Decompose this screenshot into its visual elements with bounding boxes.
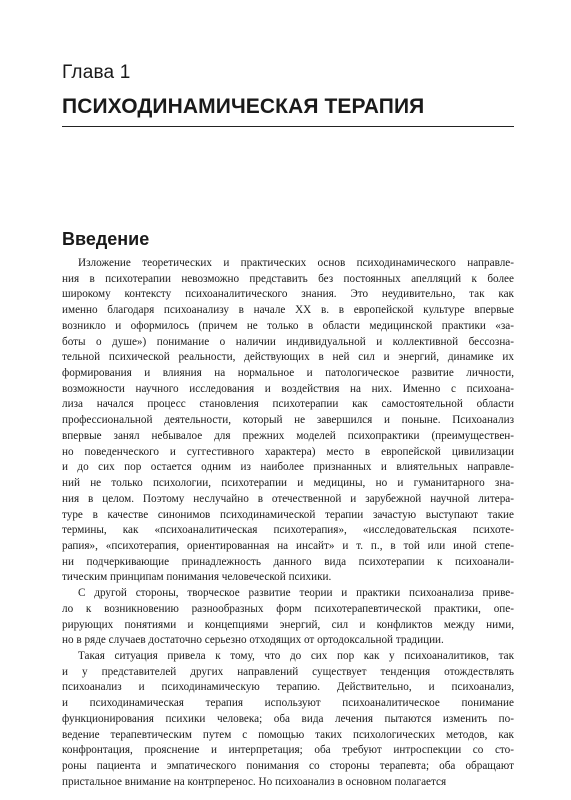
chapter-title-rule	[62, 126, 514, 127]
text-line: но в ряде случаев достаточно серьезно отходящих от ортодоксальной традиции.	[62, 634, 444, 647]
text-line: тельной психической реальности, действующих в ней сил и энергий, динамике их	[62, 351, 514, 364]
text-line: широкому контексту психоаналитического знания. Это неудивительно, так как	[62, 288, 514, 301]
body-text	[62, 256, 514, 790]
text-line: ния в психотерапии невозможно представить без постоянных апелляций к более	[62, 272, 514, 285]
text-line: туре в качестве синонимов психодинамической терапии зачастую выступают такие	[62, 508, 514, 521]
text-line: ло к возникновению разнообразных форм психотерапевтической практики, опе-	[62, 602, 514, 615]
text-line: ведение терапевтическим путем с помощью таких психологических методов, как	[62, 728, 514, 741]
text-line: рирующих понятиями и концепциями энергий, сил и конфликтов между ними,	[62, 618, 514, 631]
text-line: именно благодаря психоанализу в начале XX в. в европейской культуре впервые	[62, 304, 514, 317]
paragraph	[62, 649, 514, 790]
text-line: Изложение теоретических и практических основ психодинамического направле-	[78, 257, 514, 269]
chapter-title: ПСИХОДИНАМИЧЕСКАЯ ТЕРАПИЯ	[62, 95, 425, 118]
text-line: рапия», «психотерапия, ориентированная на инсайт» и т. п., в той или иной степе-	[62, 539, 514, 552]
text-line: впервые занял небывалое для прежних моделей психопрактики (преимуществен-	[62, 429, 514, 442]
text-line: ния в целом. Поэтому неслучайно в отечественной и зарубежной научной литера-	[62, 492, 514, 505]
paragraph	[62, 586, 514, 649]
text-line: и у представителей других направлений существует тенденция отождествлять	[62, 665, 514, 678]
text-line: профессиональной деятельности, который не завершился и поныне. Психоанализ	[62, 414, 514, 427]
text-line: пристальное внимание на контрперенос. Но психоанализ в основном полагается	[62, 775, 447, 788]
text-line: формирования и влияния на нормальное и патологическое развитие личности,	[62, 367, 514, 380]
chapter-label: Глава 1	[62, 62, 131, 83]
text-line: роны пациента и эмпатического понимания со стороны терапевта; оба обращают	[62, 760, 514, 772]
text-line: и психодинамическая терапия используют психоаналитическое понимание	[62, 697, 514, 710]
text-line: Такая ситуация привела к тому, что до сих пор как у психоаналитиков, так	[78, 649, 514, 662]
text-line: лиза начался процесс становления психотерапии как самостоятельной области	[62, 398, 514, 411]
text-line: тическим принципам понимания человеческой психики.	[62, 571, 332, 584]
text-line: и до сих пор остается одним из наиболее признанных и влиятельных направле-	[62, 461, 514, 474]
text-line: психоанализ и психодинамическую терапию. Действительно, и психоанализ,	[62, 681, 514, 694]
text-line: боты о душе») понимание о наличии индивидуальной и коллективной бессозна-	[62, 335, 514, 348]
text-line: ни подчеркивающие принадлежность данного вида психотерапии к психоанали-	[62, 555, 514, 568]
paragraph	[62, 256, 514, 586]
text-line: функционирования психики человека; оба вида лечения пытаются изменить по-	[62, 712, 514, 725]
section-heading: Введение	[62, 229, 150, 249]
text-line: термины, как «психоаналитическая психотерапия», «исследовательская психоте-	[62, 524, 514, 537]
text-line: возможности научного исследования и воздействия на них. Именно с психоана-	[62, 382, 514, 395]
text-line: возникло и оформилось (причем не только в области медицинской практики «за-	[62, 319, 514, 332]
text-line: ний не только психологии, психотерапии и медицины, но и гуманитарного зна-	[62, 477, 514, 490]
text-line: С другой стороны, творческое развитие теории и практики психоанализа приве-	[78, 587, 514, 600]
text-line: конфронтация, прояснение и интерпретация; оба требуют интроспекции со сто-	[62, 744, 514, 757]
text-line: но поведенческого и суггестивного характера) место в европейской цивилизации	[62, 445, 514, 458]
